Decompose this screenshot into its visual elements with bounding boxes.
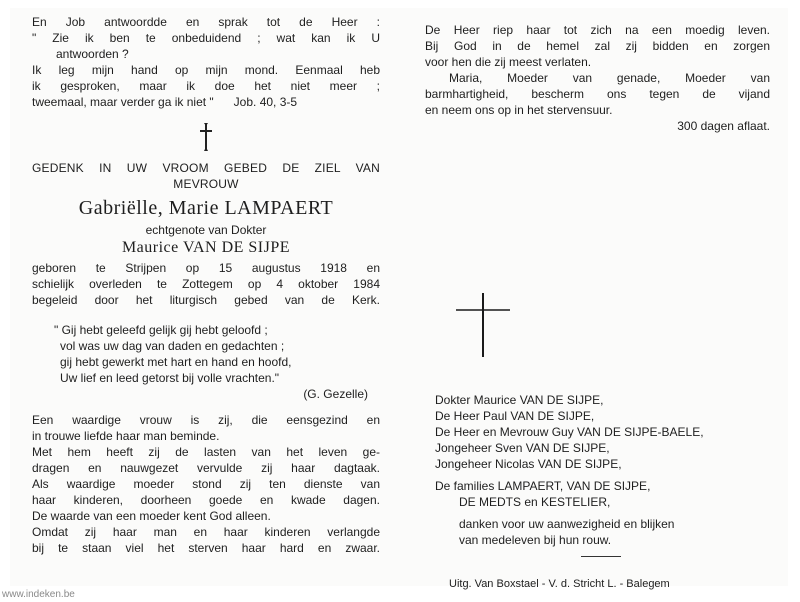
- small-cross-icon: [196, 122, 216, 152]
- family-member: De Heer en Mevrouw Guy VAN DE SIJPE-BAELE,: [435, 425, 704, 439]
- family-member: Jongeheer Nicolas VAN DE SIJPE,: [435, 457, 622, 471]
- prayer-line: Maria, Moeder van genade, Moeder van: [449, 71, 770, 85]
- job-quote: [32, 14, 380, 110]
- prayer-line: Bij God in de hemel zal zij bidden en zorgen: [425, 39, 770, 53]
- thanks-line: danken voor uw aanwezigheid en blijken: [459, 517, 675, 531]
- spouse-name: Maurice VAN DE SIJPE: [121, 239, 291, 256]
- poem-line: Uw lief en leed getorst bij volle vrachten.": [60, 371, 280, 385]
- tribute-line: Met hem heeft zij de lasten van het leven ge-: [32, 445, 380, 459]
- quote-line: ik gesproken, maar ik doe het niet meer ;: [32, 79, 380, 93]
- quote-line: tweemaal, maar verder ga ik niet " Job. 40, 3-5: [32, 95, 298, 109]
- title-mevrouw: MEVROUW: [173, 177, 239, 191]
- family-member: Jongeheer Sven VAN DE SIJPE,: [435, 441, 610, 455]
- prayer-line: en neem ons op in het stervensuur.: [425, 103, 613, 117]
- info-line: schielijk overleden te Zottegem op 4 oktober 1984: [32, 277, 380, 291]
- poem-line: vol was uw dag van daden en gedachten ;: [60, 339, 285, 353]
- prayer-line: barmhartigheid, bescherm ons tegen de vijand: [425, 87, 770, 101]
- tribute-text: [32, 412, 380, 556]
- tribute-line: dragen en nauwgezet vervulde zij haar dagtaak.: [32, 461, 380, 475]
- quote-line: antwoorden ?: [56, 47, 129, 61]
- gezelle-poem: [32, 322, 380, 402]
- tribute-line: De waarde van een moeder kent God alleen.: [32, 509, 271, 523]
- left-column: [32, 14, 380, 556]
- right-column: [425, 22, 770, 590]
- quote-line: " Zie ik ben te onbeduidend ; wat kan ik U: [32, 31, 380, 45]
- families-line: De families LAMPAERT, VAN DE SIJPE,: [435, 479, 651, 493]
- info-line: geboren te Strijpen op 15 augustus 1918 en: [32, 261, 380, 275]
- thanks-line: van medeleven bij hun rouw.: [459, 533, 612, 547]
- tribute-line: Als waardige moeder stond zij ten dienste van: [32, 477, 380, 491]
- family-list: [435, 392, 775, 591]
- tribute-line: Een waardige vrouw is zij, die eensgezind en: [32, 413, 380, 427]
- printer-credit: Uitg. Van Boxstael - V. d. Stricht L. - Balegem: [449, 578, 670, 590]
- tribute-line: bij te staan viel het sterven haar hard en zwaar.: [32, 541, 380, 555]
- tribute-line: haar kinderen, doorheen goede en kwade dagen.: [32, 493, 380, 507]
- families-line: DE MEDTS en KESTELIER,: [459, 495, 611, 509]
- family-member: Dokter Maurice VAN DE SIJPE,: [435, 393, 604, 407]
- poem-line: gij hebt gewerkt met hart en hand en hoofd,: [60, 355, 292, 369]
- birth-death-info: [32, 260, 380, 308]
- info-line: begeleid door het liturgisch gebed van de Kerk.: [32, 293, 380, 307]
- large-cross-icon: [455, 292, 511, 358]
- deceased-name: Gabriëlle, Marie LAMPAERT: [78, 197, 334, 219]
- prayer-line: De Heer riep haar tot zich na een moedig leven.: [425, 23, 770, 37]
- family-member: De Heer Paul VAN DE SIJPE,: [435, 409, 595, 423]
- watermark: www.indeken.be: [2, 589, 75, 600]
- poem-author: (G. Gezelle): [303, 387, 368, 401]
- tribute-line: in trouwe liefde haar man beminde.: [32, 429, 220, 443]
- prayer-text: [425, 22, 770, 118]
- poem-line: " Gij hebt geleefd gelijk gij hebt geloofd ;: [54, 323, 268, 337]
- tribute-line: Omdat zij haar man en haar kinderen verlangde: [32, 525, 380, 539]
- spouse-intro: echtgenote van Dokter: [145, 223, 267, 237]
- memorial-card: [10, 8, 788, 590]
- quote-line: En Job antwoordde en sprak tot de Heer :: [32, 15, 380, 29]
- remembrance-heading: GEDENK IN UW VROOM GEBED DE ZIEL VAN: [32, 161, 380, 175]
- quote-line: Ik leg mijn hand op mijn mond. Eenmaal heb: [32, 63, 380, 77]
- prayer-line: voor hen die zij meest verlaten.: [425, 55, 592, 69]
- indulgence-note: 300 dagen aflaat.: [677, 119, 770, 133]
